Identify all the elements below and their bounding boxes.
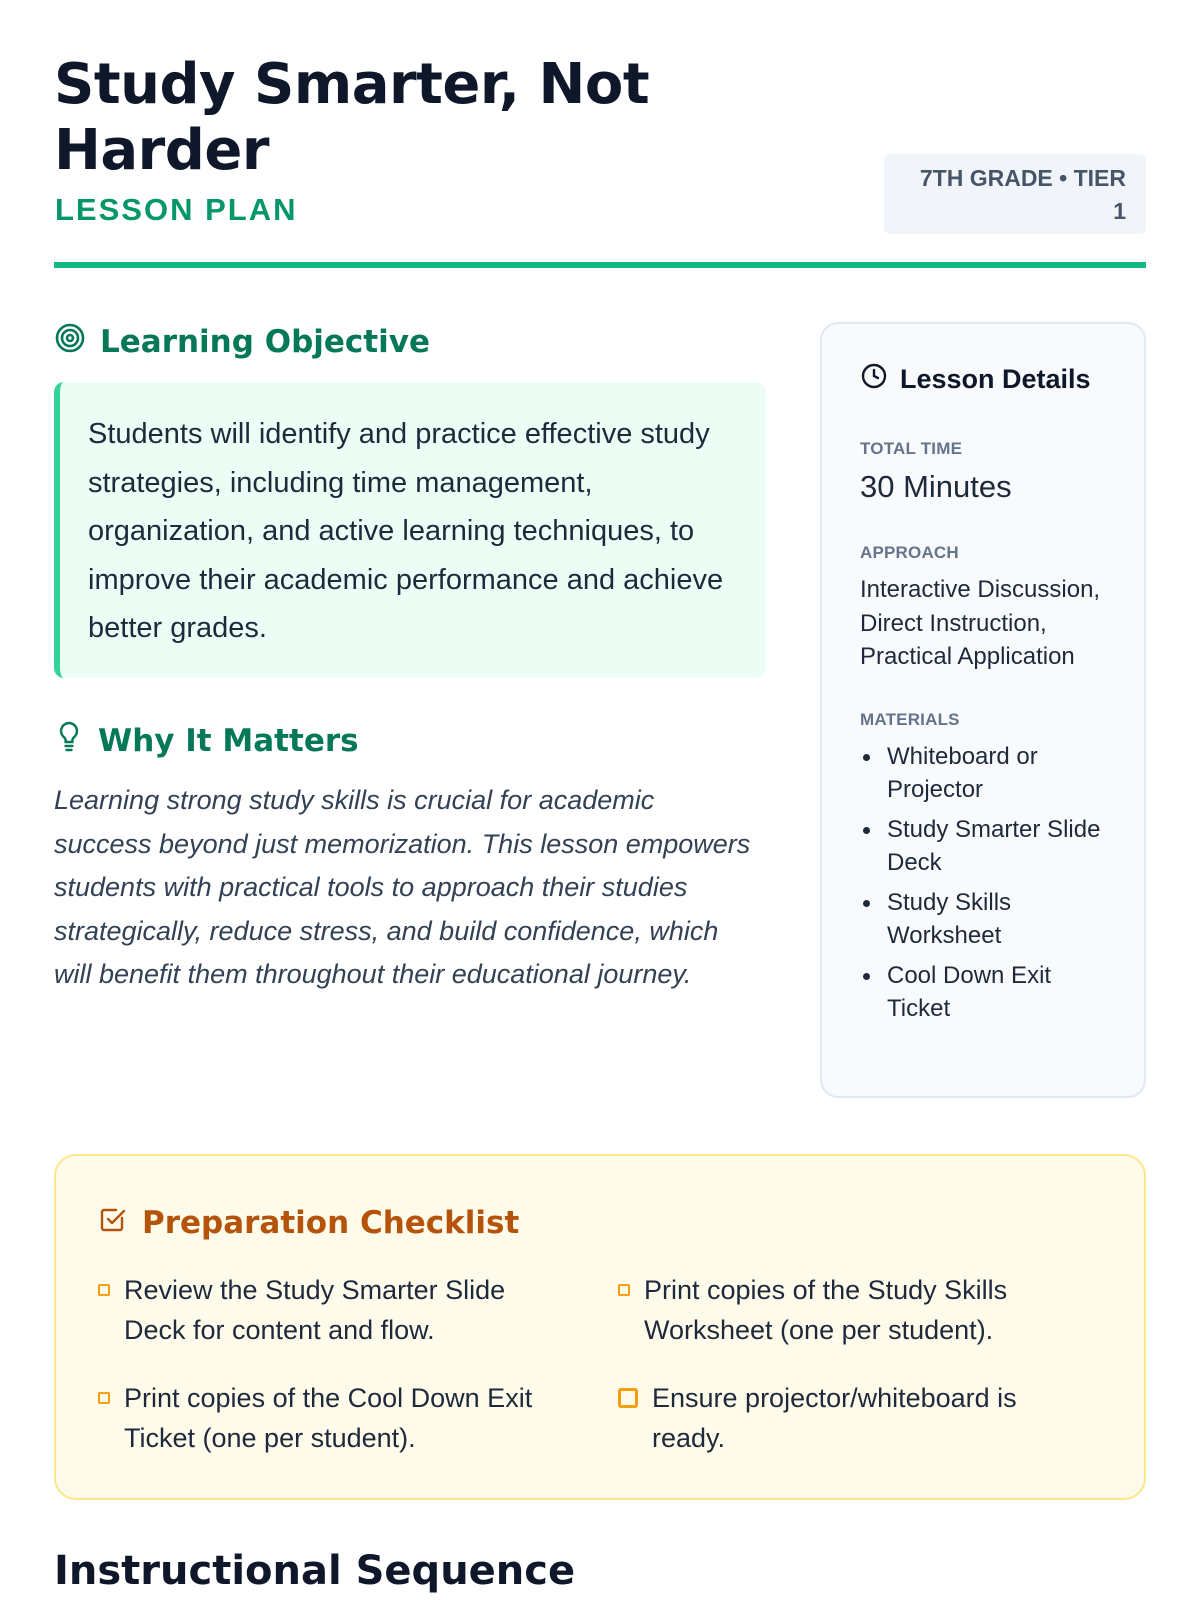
page-title: Study Smarter, Not Harder [54, 52, 650, 183]
page-subtitle: LESSON PLAN [55, 192, 298, 227]
materials-label: MATERIALS [860, 709, 960, 729]
checkbox[interactable] [618, 1388, 638, 1408]
checklist-item-text: Print copies of the Study Skills Worksheet (one per student). [644, 1275, 1008, 1345]
checklist-item-text: Review the Study Smarter Slide Deck for content and flow. [124, 1275, 506, 1345]
header-divider [54, 262, 1146, 268]
preparation-checklist-heading [98, 1204, 519, 1242]
materials-item: Cool Down Exit Ticket [860, 959, 1106, 1026]
total-time-label: TOTAL TIME [860, 439, 963, 458]
checkbox[interactable] [98, 1392, 110, 1404]
why-it-matters-heading [54, 720, 359, 762]
checkbox[interactable] [618, 1284, 630, 1296]
checklist-item-text: Print copies of the Cool Down Exit Ticket (one per student). [124, 1383, 533, 1453]
target-icon [54, 322, 86, 362]
why-it-matters-title: Why It Matters [98, 723, 359, 759]
preparation-checklist-card [54, 1154, 1146, 1500]
materials-item: Study Smarter Slide Deck [860, 813, 1106, 880]
approach-value: Interactive Discussion, Direct Instruction, Practical Application [860, 576, 1101, 670]
lesson-details-title: Lesson Details [900, 364, 1091, 394]
clock-icon [860, 362, 888, 397]
materials-item: Study Skills Worksheet [860, 886, 1106, 953]
checklist-item-text: Ensure projector/whiteboard is ready. [652, 1383, 1017, 1453]
checklist-item[interactable] [618, 1270, 1058, 1350]
learning-objective-text: Students will identify and practice effective study strategies, including time management, organization, and active learning techniques, to improve their academic performance and achieve better grades. [88, 418, 724, 644]
lesson-details-card [820, 322, 1146, 1098]
lesson-details-heading [860, 362, 1106, 397]
materials-item: Whiteboard or Projector [860, 740, 1106, 807]
why-it-matters-text: Learning strong study skills is crucial for academic success beyond just memorization. This lesson empowers students with practical tools to approach their studies strategically, reduce stress, and build confidence, which will benefit them throughout their educational journey. [54, 785, 751, 989]
instructional-sequence-heading: Instructional Sequence [54, 1548, 576, 1594]
checklist-item[interactable] [98, 1270, 568, 1350]
total-time-value: 30 Minutes [860, 469, 1012, 504]
checkbox[interactable] [98, 1284, 110, 1296]
checklist-item[interactable] [618, 1378, 1058, 1458]
checklist-item[interactable] [98, 1378, 568, 1458]
approach-label: APPROACH [860, 543, 959, 562]
lightbulb-icon [54, 720, 84, 762]
learning-objective-heading [54, 322, 430, 362]
materials-list [860, 740, 1106, 1026]
page-header [54, 52, 1146, 268]
grade-tier-badge: 7TH GRADE • TIER 1 [884, 154, 1146, 234]
checkbox-icon [98, 1204, 128, 1242]
preparation-checklist-title: Preparation Checklist [142, 1205, 520, 1241]
learning-objective-box [54, 382, 766, 678]
learning-objective-title: Learning Objective [100, 324, 430, 360]
